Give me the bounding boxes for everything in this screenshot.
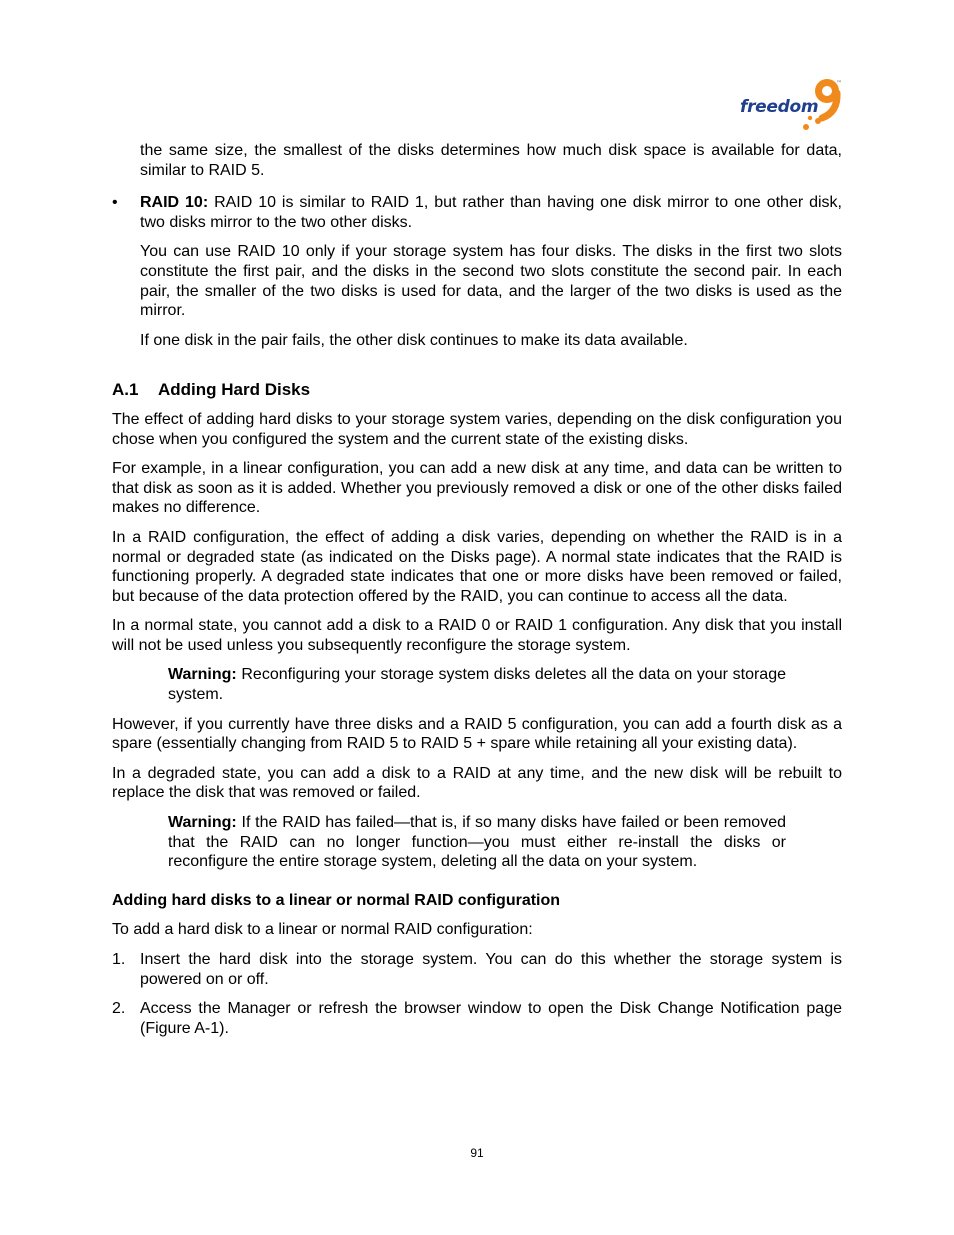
warning-note-1 bbox=[112, 665, 786, 704]
raid10-paragraph-3: If one disk in the pair fails, the other disk continues to make its data available. bbox=[140, 331, 688, 349]
page-content bbox=[112, 141, 842, 1038]
body-paragraph-5: However, if you currently have three disks and a RAID 5 configuration, you can add a fourth disk as a spare (essentially changing from RAID 5 to RAID 5 + spare while retaining all your existing data). bbox=[112, 715, 842, 753]
warning-label: Warning: bbox=[168, 814, 237, 832]
section-heading bbox=[112, 380, 842, 400]
procedure-step bbox=[112, 950, 842, 989]
raid10-description bbox=[140, 193, 842, 232]
logo-wordmark: freedom bbox=[740, 97, 819, 117]
body-paragraph-3: In a RAID configuration, the effect of adding a disk varies, depending on whether the RAID is in a normal or degraded state (as indicated on the Disks page). A normal state indicates that the RAID is functioning properly. A degraded state indicates that one or more disks have been removed or failed, but because of the data protection offered by the RAID, you can continue to access all the data. bbox=[112, 528, 842, 605]
step-text: Insert the hard disk into the storage system. You can do this whether the storage system is powered on or off. bbox=[140, 951, 842, 988]
section-number: A.1 bbox=[112, 380, 139, 400]
step-text: Access the Manager or refresh the browser window to open the Disk Change Notification page (Figure A-1). bbox=[140, 1000, 842, 1037]
warning-text: Reconfiguring your storage system disks deletes all the data on your storage system. bbox=[168, 666, 786, 704]
step-number: 2. bbox=[112, 1000, 126, 1018]
raid10-text: RAID 10 is similar to RAID 1, but rather than having one disk mirror to one other disk, two disks mirror to the two other disks. bbox=[140, 194, 842, 231]
step-number: 1. bbox=[112, 951, 126, 968]
section-title: Adding Hard Disks bbox=[158, 380, 311, 400]
logo-trademark: ™ bbox=[836, 80, 842, 87]
raid10-bullet-item bbox=[112, 193, 842, 232]
body-paragraph-6: In a degraded state, you can add a disk to a RAID at any time, and the new disk will be rebuilt to replace the disk that was removed or failed. bbox=[112, 764, 842, 802]
warning-text: If the RAID has failed—that is, if so many disks have failed or been removed that the RAID can no longer function—you must either re-install the disks or reconfigure the entire storage system, deleting all the data on your system. bbox=[168, 814, 786, 871]
body-paragraph-2: For example, in a linear configuration, you can add a new disk at any time, and data can be written to that disk as soon as it is added. Whether you previously removed a disk or one of the other disks failed makes no difference. bbox=[112, 460, 842, 517]
bullet-marker: • bbox=[112, 194, 118, 212]
procedure-intro: To add a hard disk to a linear or normal RAID configuration: bbox=[112, 921, 533, 939]
raid10-paragraph-2: You can use RAID 10 only if your storage system has four disks. The disks in the first two slots constitute the first pair, and the disks in the second two slots constitute the second pair. In each pair, the smaller of the two disks is used for data, and the larger of the two disks is used as the mirror. bbox=[140, 243, 842, 320]
body-paragraph-4: In a normal state, you cannot add a disk to a RAID 0 or RAID 1 configuration. Any disk that you install will not be used unless you subsequently reconfigure the storage system. bbox=[112, 617, 842, 654]
warning-note-2 bbox=[112, 813, 786, 872]
warning-label: Warning: bbox=[168, 666, 237, 684]
subsection-heading: Adding hard disks to a linear or normal RAID configuration bbox=[112, 891, 561, 909]
procedure-step bbox=[112, 999, 842, 1038]
page-number: 91 bbox=[470, 1146, 484, 1160]
freedom9-logo bbox=[738, 74, 848, 134]
raid10-label: RAID 10: bbox=[140, 194, 209, 212]
body-paragraph-1: The effect of adding hard disks to your storage system varies, depending on the disk configuration you chose when you configured the system and the current state of the existing disks. bbox=[112, 410, 842, 448]
continued-paragraph: the same size, the smallest of the disks determines how much disk space is available for data, similar to RAID 5. bbox=[140, 142, 842, 179]
